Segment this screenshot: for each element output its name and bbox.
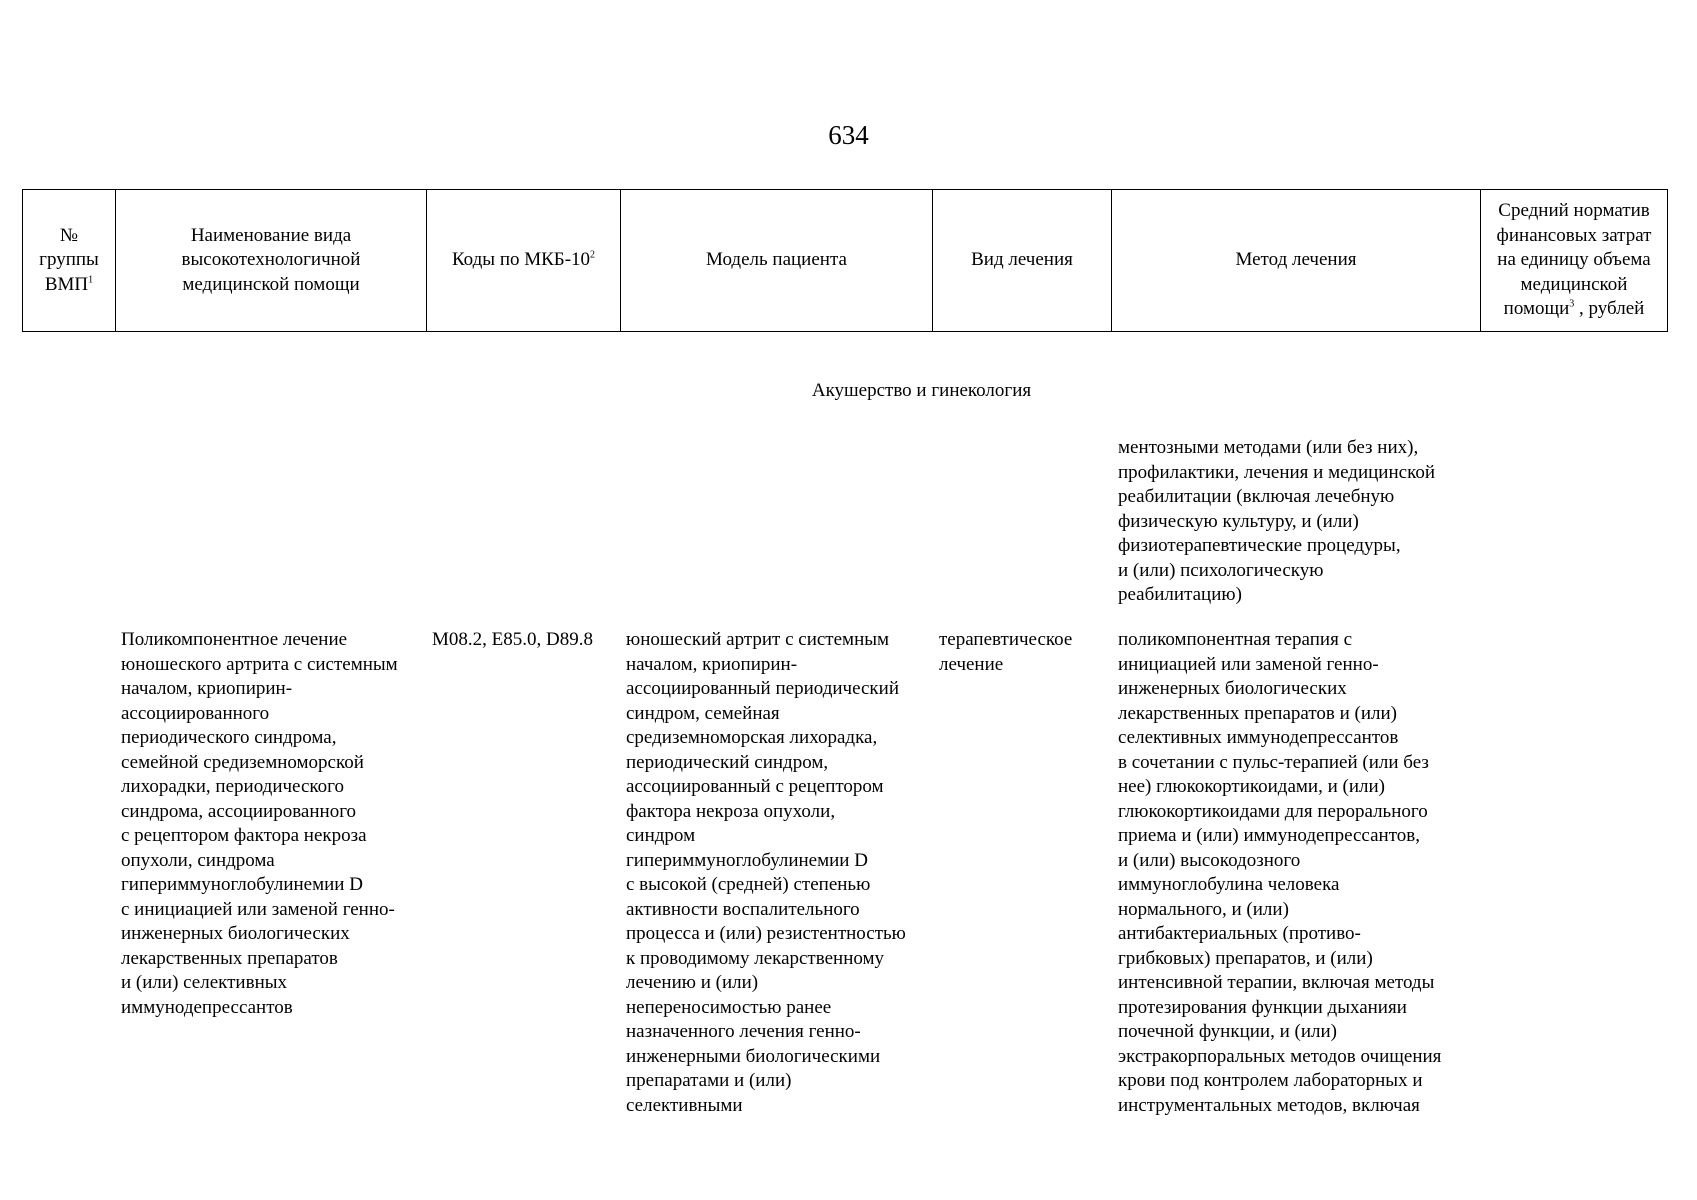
continuation-method-text: ментозными методами (или без них), профилактики, лечения и медицинской реабилитации (включая лечебную физическую культуру, и (или) физиотерапевтические процедуры, и (или) психологическую реабилитацию) <box>1118 437 1435 605</box>
row-treatment-method: поликомпонентная терапия с инициацией или заменой генно- инженерных биологических лекарственных препаратов и (или) селективных иммунодепрессантов в сочетании с пульс-терапией (или без нее) глюкокортикоидами, и (или) глюкокортикоидами для перорального приема и (или) иммунодепрессантов, и (или) высокодозного иммуноглобулина человека нормального, и (или) антибактериальных (противо- грибковых) препаратов, и (или) интенсивной терапии, включая методы протезирования функции дыханияи почечной функции, и (или) экстракорпоральных методов очищения крови под контролем лабораторных и инструментальных методов, включая <box>1118 629 1442 1116</box>
row-patient-model: юношеский артрит с системным началом, криопирин- ассоциированный периодический синдром, семейная средиземноморская лихорадка, периодический синдром, ассоциированный с рецептором фактора некроза опухоли, синдром гипериммуноглобулинемии D с высокой (средней) степенью активности воспалительного процесса и (или) резистентностью к проводимому лекарственному лечению и (или) непереносимостью ранее назначенного лечения генно- инженерными биологическими препаратами и (или) селективными <box>626 629 906 1116</box>
header-care-type-name: Наименование вида высокотехнологичной медицинской помощи <box>116 190 427 332</box>
header-treatment-method: Метод лечения <box>1112 190 1481 332</box>
header-cost-standard: Средний норматив финансовых затрат на единицу объема медицинской помощи$^3$ , рублей <box>1481 190 1668 332</box>
page-number: 634 <box>828 120 869 150</box>
row-icd-codes: M08.2, E85.0, D89.8 <box>432 629 593 650</box>
row-treatment-type: терапевтическое лечение <box>939 629 1073 675</box>
table-header <box>22 189 1668 332</box>
row-care-type-name: Поликомпонентное лечение юношеского артрита с системным началом, криопирин- ассоциированного периодического синдрома, семейной средиземноморской лихорадки, периодического синдрома, ассоциированного с рецептором фактора некроза опухоли, синдрома гипериммуноглобулинемии D с инициацией или заменой генно- инженерных биологических лекарственных препаратов и (или) селективных иммунодепрессантов <box>121 629 398 1018</box>
header-icd-codes: Коды по МКБ-$10^2$ <box>427 190 621 332</box>
section-title: Акушерство и гинекология <box>811 380 1032 401</box>
header-treatment-type: Вид лечения <box>933 190 1112 332</box>
header-vmp-group: № группы ВМП$^1$ <box>23 190 116 332</box>
header-patient-model: Модель пациента <box>621 190 933 332</box>
